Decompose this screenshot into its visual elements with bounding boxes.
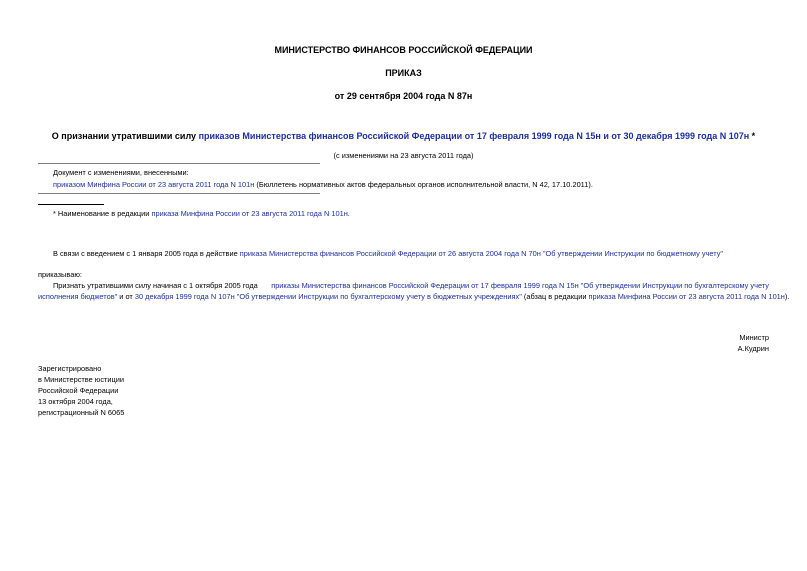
- title-suffix: *: [749, 131, 756, 141]
- amendments-link[interactable]: приказом Минфина России от 23 августа 2011 года N 101н: [53, 180, 255, 189]
- intro-paragraph: [53, 249, 723, 258]
- footnote-link[interactable]: приказа Минфина России от 23 августа 2011 года N 101н: [151, 209, 348, 218]
- footnote-prefix: * Наименование в редакции: [53, 209, 152, 218]
- paragraph-1-line-1: [53, 281, 769, 290]
- p1-end: ).: [784, 292, 790, 301]
- p1-link-2[interactable]: 30 декабря 1999 года N 107н "Об утверждении Инструкции по бухгалтерскому учету в бюджетных учреждениях": [134, 292, 522, 301]
- order-word: приказываю:: [38, 270, 82, 279]
- title-link[interactable]: приказов Министерства финансов Российской Федерации от 17 февраля 1999 года N 15н и от 30 декабря 1999 года N 107н: [198, 131, 750, 141]
- p1-link-1[interactable]: приказы Министерства финансов Российской Федерации от 17 февраля 1999 года N 15н "Об утверждении Инструкции по бухгалтерскому учету: [271, 281, 769, 290]
- p1-prefix: Признать утратившими силу начиная с 1 октября 2005 года: [53, 281, 258, 290]
- p1-mid: и от: [117, 292, 135, 301]
- signature-name: А.Кудрин: [737, 344, 769, 353]
- amendments-line: [53, 180, 593, 189]
- registration-line-5: регистрационный N 6065: [38, 408, 125, 417]
- separator-rule: [38, 193, 320, 194]
- amendments-label: Документ с изменениями, внесенными:: [53, 168, 189, 177]
- date-number-heading: от 29 сентября 2004 года N 87н: [334, 91, 473, 101]
- separator-rule: [38, 163, 320, 164]
- signature-position: Министр: [739, 333, 769, 342]
- p1-link-3[interactable]: приказа Минфина России от 23 августа 2011 года N 101н: [588, 292, 785, 301]
- registration-line-2: в Министерстве юстиции: [38, 375, 125, 384]
- footnote: [53, 209, 350, 218]
- footnote-suffix: .: [347, 209, 350, 218]
- p1-link-1-cont[interactable]: исполнения бюджетов": [38, 292, 118, 301]
- changes-note: (с изменениями на 23 августа 2011 года): [333, 151, 474, 160]
- amendments-source: (Бюллетень нормативных актов федеральных органов исполнительной власти, N 42, 17.10.2011).: [254, 180, 593, 189]
- paragraph-1-line-2: [38, 292, 789, 301]
- registration-line-1: Зарегистрировано: [38, 364, 102, 373]
- doc-type-heading: ПРИКАЗ: [385, 68, 422, 78]
- registration-line-3: Российской Федерации: [38, 386, 119, 395]
- registration-line-4: 13 октября 2004 года,: [38, 397, 113, 406]
- footnote-rule: [38, 204, 104, 205]
- p1-abz: (абзац в редакции: [521, 292, 589, 301]
- title-prefix: О признании утратившими силу: [51, 131, 199, 141]
- document-title: [0, 131, 807, 141]
- ministry-heading: МИНИСТЕРСТВО ФИНАНСОВ РОССИЙСКОЙ ФЕДЕРАЦИИ: [274, 45, 533, 55]
- intro-link[interactable]: приказа Министерства финансов Российской Федерации от 26 августа 2004 года N 70н "Об утверждении Инструкции по бюджетному учету": [239, 249, 724, 258]
- intro-prefix: В связи с введением с 1 января 2005 года в действие: [53, 249, 240, 258]
